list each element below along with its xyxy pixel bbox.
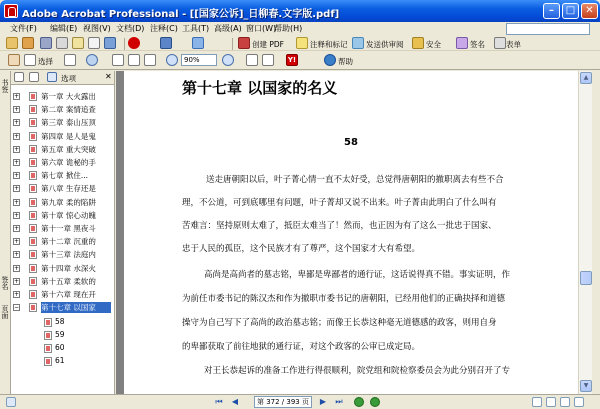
body-line: 送走唐朝阳以后，叶子菁心情一直不太好受，总觉得唐朝阳的撤职离去有些不合 <box>206 175 504 185</box>
bookmark-label: 第十五章 柔软的 <box>41 276 96 286</box>
search-icon[interactable] <box>192 37 204 49</box>
bookmark-item[interactable] <box>11 276 115 287</box>
rotate-view-icon[interactable] <box>262 54 274 66</box>
previous-page-icon[interactable]: ◀ <box>231 397 239 406</box>
next-view-icon[interactable] <box>370 397 380 407</box>
expand-icon[interactable]: + <box>14 277 20 285</box>
main-toolbar <box>0 36 600 51</box>
tab-signatures[interactable]: 签名 <box>1 276 9 290</box>
bookmark-label: 第十四章 水深火 <box>41 263 96 273</box>
sign-button[interactable]: 签名 <box>470 40 485 49</box>
bookmark-icon <box>44 318 52 327</box>
bookmark-subitem[interactable] <box>11 330 115 341</box>
bookmark-label: 第二章 案情追查 <box>41 105 96 115</box>
expand-icon[interactable]: + <box>14 225 20 232</box>
bookmark-item[interactable] <box>11 91 115 102</box>
page-size-icon <box>6 397 16 407</box>
bookmarks-header <box>11 71 115 85</box>
body-line: 的卑鄙获取了前往地狱的通行证，对这个政客的公审已成定局。 <box>182 342 421 352</box>
help-search-input[interactable] <box>506 23 590 35</box>
stop-icon[interactable] <box>128 37 140 49</box>
bookmark-subitem[interactable] <box>11 356 115 367</box>
bookmark-label: 第七章 掀住... <box>41 171 89 181</box>
expand-icon[interactable]: + <box>14 93 20 100</box>
help-icon[interactable] <box>324 54 336 66</box>
separator <box>124 38 125 50</box>
bookmark-icon <box>29 237 37 246</box>
body-line: 高尚是高尚者的墓志铭，卑鄙是卑鄙者的通行证，这话说得真不错。事实证明，作 <box>204 270 511 280</box>
bookmark-item[interactable] <box>11 289 115 300</box>
bookmark-label: 第三章 泰山压顶 <box>41 118 96 128</box>
bookmark-icon <box>29 105 37 114</box>
bookmark-label: 第十一章 黑夜斗 <box>41 224 96 233</box>
status-bar <box>0 394 600 409</box>
forms-icon[interactable] <box>494 37 506 49</box>
bookmark-subitem[interactable] <box>11 317 115 328</box>
zoom-out-icon[interactable] <box>166 54 178 66</box>
bookmarks-pane <box>11 71 115 394</box>
body-line: 忠于人民的孤臣，这个民族才有了尊严，这个国家才大有希望。 <box>182 244 421 254</box>
print-icon[interactable] <box>56 37 68 49</box>
page-number-field[interactable]: 第 372 / 393 页 <box>254 396 312 408</box>
pdf-page <box>124 71 578 394</box>
bookmark-item[interactable] <box>11 197 115 208</box>
create-pdf-button[interactable]: 创建 PDF <box>252 40 284 49</box>
bookmark-icon <box>29 224 37 233</box>
bookmark-icon <box>44 357 52 366</box>
body-line: 苦难言：坚持原则太难了，抵臣太难当了！然而，也正因为有了这么一批忠于国家、 <box>182 221 497 231</box>
menu-document[interactable]: 文档(D) <box>116 24 145 33</box>
close-button[interactable]: ✕ <box>581 3 598 19</box>
help-button[interactable]: 帮助 <box>338 57 353 66</box>
bookmark-item[interactable] <box>11 249 115 260</box>
next-page-icon[interactable]: ▶ <box>319 397 327 406</box>
bookmark-label: 第九章 柔的陷阱 <box>41 197 96 207</box>
new-bookmark-icon[interactable] <box>29 72 39 82</box>
bookmark-icon <box>29 171 37 180</box>
secure-button[interactable]: 安全 <box>426 40 441 49</box>
bookmark-label: 第十三章 法庭内 <box>41 250 96 260</box>
body-line: 理，不公道，可到底哪里有问题，叶子菁却又说不出来。叶子菁由此明白了什么叫有 <box>182 198 497 208</box>
forms-button[interactable]: 表单 <box>506 40 521 49</box>
bookmark-label: 第十章 惊心动魄 <box>41 210 96 220</box>
bookmark-icon <box>29 290 37 299</box>
window-right-edge <box>592 71 600 394</box>
menu-view[interactable]: 视图(V) <box>83 24 111 33</box>
bookmark-icon <box>29 211 37 220</box>
email-icon[interactable] <box>72 37 84 49</box>
snapshot-icon[interactable] <box>64 54 76 66</box>
expand-icon[interactable]: + <box>14 198 20 206</box>
bookmark-icon <box>29 145 37 154</box>
options-menu[interactable]: 选项 <box>61 74 76 83</box>
bookmark-label: 第十七章 以国家 <box>41 302 111 313</box>
expand-icon[interactable]: + <box>14 119 20 127</box>
bookmark-label: 61 <box>55 356 65 366</box>
bookmark-label: 第五章 重大突破 <box>41 144 96 154</box>
bookmark-label: 60 <box>55 343 65 353</box>
body-line: 操守为自己写下了高尚的政治墓志铭；而像王长恭这种毫无道德感的政客，则用自身 <box>182 318 497 328</box>
menu-file[interactable]: 文件(F) <box>10 24 37 33</box>
window-title: Adobe Acrobat Professional - [[国家公诉]_日柳春.文字版.pdf] <box>22 9 340 20</box>
bookmark-icon <box>29 184 37 193</box>
previous-view-icon[interactable] <box>354 397 364 407</box>
scroll-thumb[interactable] <box>580 271 592 285</box>
hand-tool-icon[interactable] <box>8 54 20 66</box>
collapse-icon[interactable]: − <box>14 304 20 312</box>
tab-pages[interactable]: 页面 <box>1 305 9 319</box>
rotate-icon[interactable] <box>246 54 258 66</box>
zoom-icon[interactable] <box>86 54 98 66</box>
expand-icon[interactable]: + <box>14 145 20 153</box>
bookmark-icon <box>44 331 52 340</box>
page-number-text: 58 <box>344 137 358 148</box>
bookmark-item[interactable] <box>11 170 115 181</box>
expand-icon[interactable]: + <box>14 159 20 166</box>
bookmark-icon <box>29 158 37 167</box>
title-bar <box>0 0 600 22</box>
sign-icon[interactable] <box>456 37 468 49</box>
bookmark-label: 58 <box>55 317 65 327</box>
bookmark-label: 第十六章 现在开 <box>41 290 96 299</box>
yahoo-icon[interactable]: Y! <box>287 56 297 64</box>
chapter-title: 第十七章 以国家的名义 <box>182 79 338 97</box>
bookmark-icon <box>29 92 37 101</box>
bookmark-item[interactable] <box>11 236 115 247</box>
expand-icon[interactable]: + <box>14 291 20 298</box>
tab-bookmarks[interactable]: 书签 <box>1 79 9 93</box>
bookmark-label: 59 <box>55 330 65 340</box>
send-review-button[interactable]: 发送供审阅 <box>366 40 404 49</box>
find-icon[interactable] <box>160 37 172 49</box>
bookmark-label: 第十二章 沉重的 <box>41 237 96 247</box>
first-page-icon[interactable]: ⏮ <box>215 397 223 406</box>
bookmark-item[interactable] <box>11 183 115 194</box>
body-line: 对王长恭起诉的准备工作进行得很顺利，院党组和院检察委员会为此分别召开了专 <box>204 366 511 376</box>
review-icon[interactable] <box>352 37 364 49</box>
view-toolbar <box>0 51 600 70</box>
bookmark-icon <box>29 303 37 312</box>
bookmark-label: 第一章 大火露出 <box>41 92 96 101</box>
bookmark-icon <box>29 277 37 286</box>
expand-icon[interactable]: + <box>14 264 20 272</box>
menu-tools[interactable]: 工具(T) <box>182 24 210 33</box>
bookmark-label: 第八章 生存还是 <box>41 184 96 194</box>
continuous-icon[interactable] <box>546 397 556 407</box>
actual-size-icon[interactable] <box>112 54 124 66</box>
bookmark-item[interactable] <box>11 157 115 168</box>
organize-icon[interactable] <box>88 37 100 49</box>
bookmark-item[interactable] <box>11 104 115 115</box>
zoom-in-icon[interactable] <box>222 54 234 66</box>
last-page-icon[interactable]: ⏭ <box>335 397 343 406</box>
expand-icon[interactable]: + <box>14 172 20 180</box>
select-tool-icon[interactable] <box>24 54 36 66</box>
comment-icon[interactable] <box>296 37 308 49</box>
menu-help[interactable]: 帮助(H) <box>274 24 303 33</box>
expand-icon[interactable]: + <box>14 132 20 140</box>
bookmark-label: 第四章 是人是鬼 <box>41 131 96 141</box>
close-pane-icon[interactable]: ✕ <box>105 72 112 81</box>
fit-width-icon[interactable] <box>144 54 156 66</box>
bookmark-icon <box>29 118 37 127</box>
bookmark-item[interactable] <box>11 131 115 142</box>
menu-advanced[interactable]: 高级(A) <box>214 24 242 33</box>
select-tool-button[interactable]: 选择 <box>38 57 53 66</box>
expand-icon[interactable]: + <box>14 211 20 219</box>
document-view <box>116 71 578 394</box>
bookmark-icon <box>29 250 37 259</box>
bookmark-icon <box>44 344 52 353</box>
bookmark-item[interactable] <box>11 263 115 274</box>
continuous-facing-icon[interactable] <box>574 397 584 407</box>
scroll-up-arrow-icon[interactable]: ▲ <box>580 72 592 84</box>
bookmark-item[interactable] <box>11 302 115 313</box>
facing-icon[interactable] <box>560 397 570 407</box>
expand-icon[interactable]: + <box>14 106 20 114</box>
expand-icon[interactable]: + <box>14 251 20 259</box>
menu-comments[interactable]: 注释(C) <box>150 24 178 33</box>
bookmark-subitem[interactable] <box>11 343 115 354</box>
vertical-scrollbar[interactable] <box>578 71 592 394</box>
expand-icon[interactable]: + <box>14 185 20 193</box>
menu-window[interactable]: 窗口(W) <box>246 24 277 33</box>
zoom-level-field[interactable]: 90% <box>181 54 217 66</box>
scroll-down-arrow-icon[interactable]: ▼ <box>580 380 592 392</box>
menu-edit[interactable]: 编辑(E) <box>50 24 78 33</box>
bookmark-icon <box>29 198 37 207</box>
bookmark-item[interactable] <box>11 210 115 221</box>
expand-icon[interactable]: + <box>14 238 20 246</box>
single-page-icon[interactable] <box>532 397 542 407</box>
bookmark-label: 第六章 诡秘的手 <box>41 158 96 167</box>
attach-icon[interactable] <box>104 37 116 49</box>
create-pdf-icon[interactable] <box>238 37 250 49</box>
create-icon[interactable] <box>22 37 34 49</box>
fit-page-icon[interactable] <box>128 54 140 66</box>
options-icon[interactable] <box>47 72 57 82</box>
sidebar-tab-strip <box>0 71 11 394</box>
bookmark-icon <box>29 132 37 141</box>
lock-icon[interactable] <box>412 37 424 49</box>
acrobat-app-icon[interactable] <box>4 4 18 18</box>
open-icon[interactable] <box>6 37 18 49</box>
comment-markup-button[interactable]: 注释和标记 <box>310 40 348 49</box>
separator <box>232 38 233 50</box>
bookmark-item[interactable] <box>11 117 115 128</box>
save-icon[interactable] <box>40 37 52 49</box>
delete-bookmark-icon[interactable] <box>14 72 24 82</box>
maximize-button[interactable]: □ <box>562 3 579 19</box>
bookmark-icon <box>29 264 37 273</box>
minimize-button[interactable]: – <box>543 3 560 19</box>
bookmark-item[interactable] <box>11 223 115 234</box>
body-line: 为前任市委书记的陈汉杰和作为撤职市委书记的唐朝阳，已经用他们的正确抉择和道德 <box>182 294 506 304</box>
bookmark-item[interactable] <box>11 144 115 155</box>
